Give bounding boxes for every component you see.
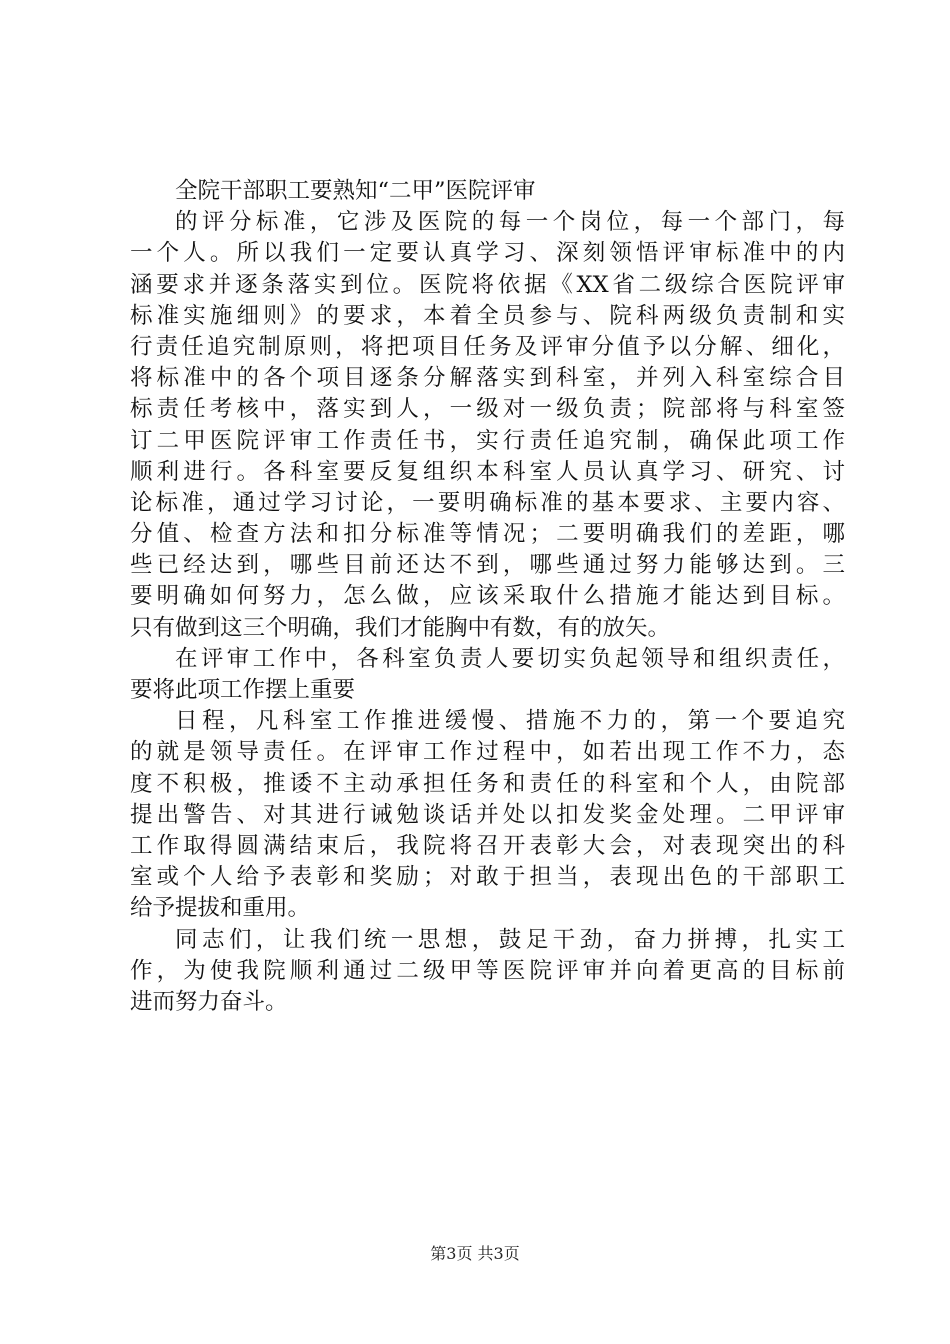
document-body <box>130 176 845 1018</box>
text-line: 将标准中的各个项目逐条分解落实到科室，并列入科室综合目 <box>130 365 845 392</box>
text-line: 分值、检查方法和扣分标准等情况；二要明确我们的差距，哪 <box>130 521 845 548</box>
text-line: 要明确如何努力，怎么做，应该采取什么措施才能达到目标。 <box>130 583 845 610</box>
text-line: 给予提拔和重用。 <box>130 895 311 922</box>
text-line: 标准实施细则》的要求，本着全员参与、院科两级负责制和实 <box>130 302 845 329</box>
text-line: 全院干部职工要熟知“二甲”医院评审 <box>175 178 536 204</box>
text-line: 在评审工作中，各科室负责人要切实负起领导和组织责任， <box>175 645 845 672</box>
text-line: 行责任追究制原则，将把项目任务及评审分值予以分解、细化， <box>130 333 845 360</box>
text-line: 度不积极，推诿不主动承担任务和责任的科室和个人，由院部 <box>130 770 845 797</box>
text-line: 提出警告、对其进行诫勉谈话并处以扣发奖金处理。二甲评审 <box>130 801 845 828</box>
text-line: 的评分标准，它涉及医院的每一个岗位，每一个部门，每 <box>175 209 845 236</box>
page-number-footer: 第3页 共3页 <box>430 1244 520 1263</box>
text-line: 一个人。所以我们一定要认真学习、深刻领悟评审标准中的内 <box>130 240 845 267</box>
text-line: 进而努力奋斗。 <box>130 988 288 1015</box>
text-line: 的就是领导责任。在评审工作过程中，如若出现工作不力，态 <box>130 739 845 766</box>
text-line: 标责任考核中，落实到人，一级对一级负责；院部将与科室签 <box>130 396 845 423</box>
text-line: 日程，凡科室工作推进缓慢、措施不力的，第一个要追究 <box>175 708 845 735</box>
text-line: 些已经达到，哪些目前还达不到，哪些通过努力能够达到。三 <box>130 552 845 579</box>
text-line: 同志们，让我们统一思想，鼓足干劲，奋力拼搏，扎实工 <box>175 926 845 953</box>
text-line: 作，为使我院顺利通过二级甲等医院评审并向着更高的目标前 <box>130 957 845 984</box>
text-line: 涵要求并逐条落实到位。医院将依据《XX省二级综合医院评审 <box>130 271 845 298</box>
text-line: 论标准，通过学习讨论，一要明确标准的基本要求、主要内容、 <box>130 489 845 516</box>
text-line: 顺利进行。各科室要反复组织本科室人员认真学习、研究、讨 <box>130 458 845 485</box>
text-line: 只有做到这三个明确，我们才能胸中有数，有的放矢。 <box>130 614 671 641</box>
text-line: 订二甲医院评审工作责任书，实行责任追究制，确保此项工作 <box>130 427 845 454</box>
text-line: 工作取得圆满结束后，我院将召开表彰大会，对表现突出的科 <box>130 832 845 859</box>
text-line: 室或个人给予表彰和奖励；对敢于担当，表现出色的干部职工 <box>130 864 845 891</box>
text-line: 要将此项工作摆上重要 <box>130 677 356 703</box>
